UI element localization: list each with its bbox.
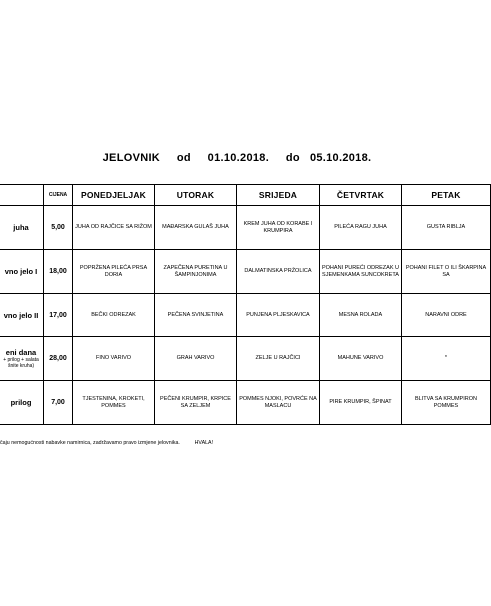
dish-cell: * [402,337,491,381]
dish-cell: KREM JUHA OD KORABE I KRUMPIRA [237,206,320,250]
dish-cell: TJESTENINA, KROKETI, POMMES [73,381,155,425]
category-label: juha [13,223,29,232]
page-title: JELOVNIK od 01.10.2018. do 05.10.2018. [102,152,372,164]
dish-cell: MAĐARSKA GULAŠ JUHA [155,206,237,250]
category-label: eni dana [5,348,37,357]
dish-cell: POMMES NJOKI, POVRĆE NA MASLACU [237,381,320,425]
row-price: 17,00 [44,294,73,337]
dish-cell: JUHA OD RAJČICE SA RIŽOM [73,206,155,250]
price-header: CIJENA [44,185,73,206]
dish-cell: ZELJE U RAJČICI [237,337,320,381]
row-category [0,206,44,250]
day-header: ČETVRTAK [320,185,402,206]
row-category [0,250,44,294]
table-row [0,206,491,250]
footer-note: čaju nemogućnosti nabavke namirnica, zadržavamo pravo izmjene jelovnika. HVALA! [0,440,214,446]
dish-cell: BEČKI ODREZAK [73,294,155,337]
dish-cell: PEČENI KRUMPIR, KRPICE SA ZELJEM [155,381,237,425]
day-header: UTORAK [155,185,237,206]
menu-table [0,184,491,425]
table-header-row [0,185,491,206]
dish-cell: NARAVNI ODRE [402,294,491,337]
row-price: 5,00 [44,206,73,250]
table-row [0,294,491,337]
table-row [0,381,491,425]
row-category [0,381,44,425]
day-header: PONEDJELJAK [73,185,155,206]
category-label: prilog [10,398,32,407]
dish-cell: GRAH VARIVO [155,337,237,381]
dish-cell: DALMATINSKA PRŽOLICA [237,250,320,294]
dish-cell: POPRŽENA PILEĆA PRSA DORIA [73,250,155,294]
dish-cell: PUNJENA PLJESKAVICA [237,294,320,337]
dish-cell: ZAPEČENA PURETINA U ŠAMPINJONIMA [155,250,237,294]
dish-cell: BLITVA SA KRUMPIRON POMMES [402,381,491,425]
table-row [0,337,491,381]
row-category [0,294,44,337]
dish-cell: POHANI PUREĆI ODREZAK U SJEMENKAMA SUNCOKRETA [320,250,402,294]
row-price: 18,00 [44,250,73,294]
dish-cell: PIRE KRUMPIR, ŠPINAT [320,381,402,425]
category-label: vno jelo I [4,267,38,276]
dish-cell: PEČENA SVINJETINA [155,294,237,337]
corner-cell [0,185,44,206]
dish-cell: FINO VARIVO [73,337,155,381]
day-header: PETAK [402,185,491,206]
dish-cell: PILEĆA RAGU JUHA [320,206,402,250]
row-price: 7,00 [44,381,73,425]
day-header: SRIJEDA [237,185,320,206]
row-price: 28,00 [44,337,73,381]
dish-cell: GUSTA RIBLJA [402,206,491,250]
category-label: vno jelo II [3,310,39,320]
dish-cell: MESNA ROLADA [320,294,402,337]
table-row [0,250,491,294]
dish-cell: MAHUNE VARIVO [320,337,402,381]
dish-cell: POHANI FILET O ILI ŠKARPINA SA [402,250,491,294]
row-category [0,337,44,381]
category-sub-label: + prilog + salata šnite kruha) [3,357,39,369]
